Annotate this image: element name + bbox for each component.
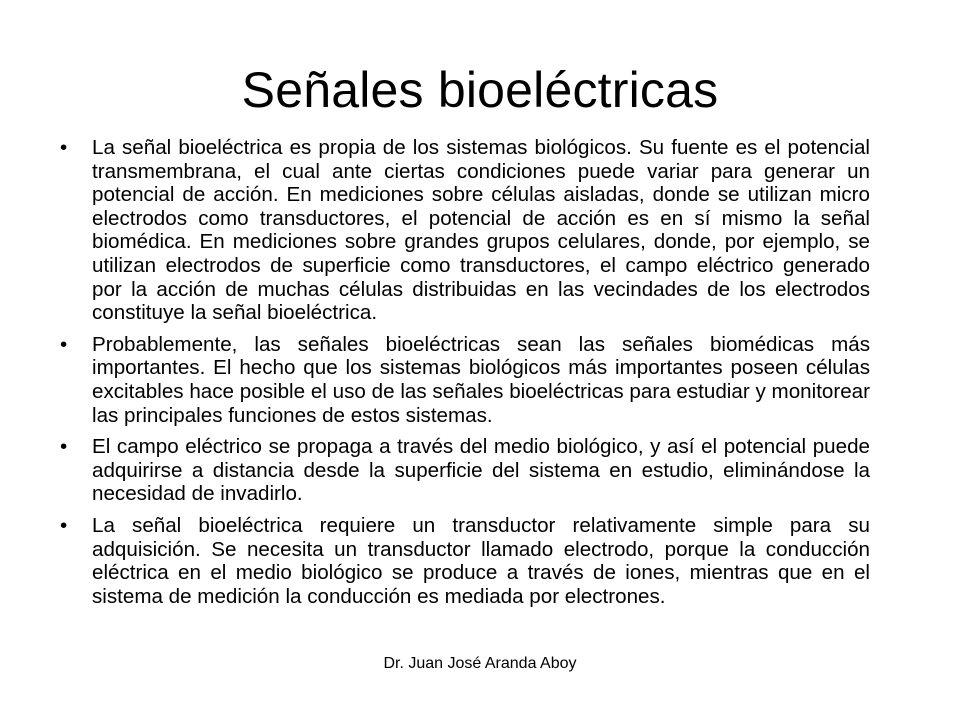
bullet-icon: • (60, 513, 68, 537)
bullet-icon: • (60, 332, 68, 356)
bullet-icon: • (60, 136, 68, 159)
bullet-item (60, 435, 870, 506)
bullet-text: La señal bioeléctrica requiere un transductor relativamente simple para su adquisición. Se necesita un transductor llamado electrodo, porque la conducción eléctrica en el medio biológico se produce a través de iones, mientras que en el sistema de medición la conducción es mediada por electrones. (92, 513, 870, 608)
bullet-list (60, 136, 870, 616)
bullet-item (60, 333, 870, 427)
bullet-text: Probablemente, las señales bioeléctricas sean las señales biomédicas más importantes. El hecho que los sistemas biológicos más importantes poseen células excitables hace posible el uso de las señales bioeléctricas para estudiar y monitorear las principales funciones de estos sistemas. (92, 332, 870, 427)
slide-title: Señales bioeléctricas (241, 62, 719, 118)
bullet-text: La señal bioeléctrica es propia de los sistemas biológicos. Su fuente es el potencial transmembrana, el cual ante ciertas condiciones puede variar para generar un potencial de acción. En mediciones sobre células aisladas, donde se utilizan micro electrodos como transductores, el potencial de acción es en sí mismo la señal biomédica. En mediciones sobre grandes grupos celulares, donde, por ejemplo, se utilizan electrodos de superficie como transductores, el campo eléctrico generado por la acción de muchas células distribuidas en las vecindades de los electrodos constituye la señal bioeléctrica. (92, 136, 870, 325)
slide-footer: Dr. Juan José Aranda Aboy (383, 655, 577, 672)
bullet-text: El campo eléctrico se propaga a través del medio biológico, y así el potencial puede adquirirse a distancia desde la superficie del sistema en estudio, eliminándose la necesidad de invadirlo. (92, 435, 870, 506)
bullet-icon: • (60, 435, 68, 459)
bullet-item (60, 514, 870, 608)
bullet-item (60, 136, 870, 325)
